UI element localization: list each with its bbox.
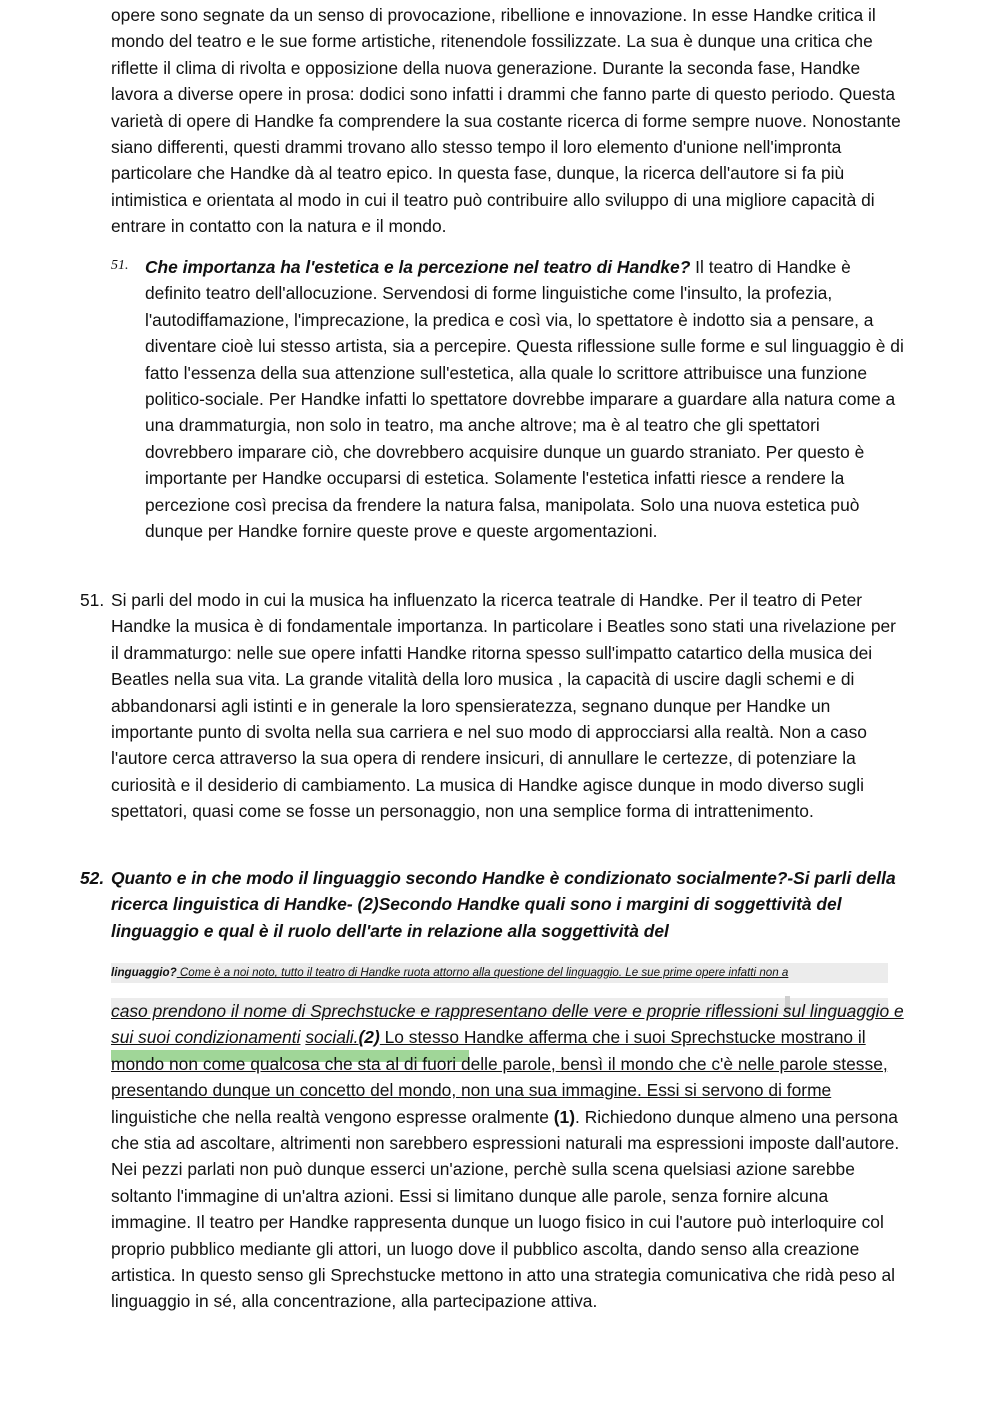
intro-paragraph: opere sono segnate da un senso di provocazione, ribellione e innovazione. In esse Handke critica il mondo del teatro e le sue forme artistiche, ritenendole fossilizzate. La sua è dunque una critica che riflette il clima di rivolta e opposizione della nuova generazione. Durante la seconda fase, Handke lavora a diverse opere in prosa: dodici sono infatti i drammi che fanno parte di questo periodo. Questa varietà di opere di Handke fa comprendere la sua costante ricerca di forme sempre nuove. Nonostante siano differenti, questi drammi trovano allo stesso tempo il loro elemento d'unione nell'impronta particolare che Handke dà al teatro epico. In questa fase, dunque, la ricerca dell'autore si fa più intimistica e orientata al modo in cui il teatro può contribuire allo sviluppo di una migliore capacità di entrare in contatto con la natura e il mondo. [111, 5, 901, 237]
list-item-music: Si parli del modo in cui la musica ha influenzato la ricerca teatrale di Handke. Per il teatro di Peter Handke la musica è di fondamentale importanza. In particolare i Beatles sono stati una rivelazione per il drammaturgo: nelle sue opere infatti Handke ritorna spesso sull'impatto catartico della musica dei Beatles nella sua vita. La grande vitalità della loro musica , la capacità di uscire dagli schemi e di abbandonarsi agli istinti e in generale la loro spensieratezza, segnano dunque per Handke un importante punto di svolta nella sua carriera e nel suo modo di approcciarsi alla realtà. Non a caso l'autore cerca attraverso la sua opera di rendere insicuri, di annullare le certezze, di potenziare la curiosità e il desiderio di cambiamento. La musica di Handke agisce dunque in modo diverso sugli spettatori, quasi come se fosse un personaggio, non una semplice forma di intrattenimento. [111, 590, 896, 822]
small-line-rest: Come è a noi noto, tutto il teatro di Handke ruota attorno alla questione del linguaggio. Le sue prime opere infatti non a [176, 966, 789, 979]
list-marker-51: 51. [80, 590, 105, 610]
underlined-italic-text: caso prendono il nome di Sprechstucke e rappresentano delle vere e proprie riflessioni sul linguaggio e sui suoi condizionamenti [111, 1001, 904, 1048]
small-pasted-line [111, 963, 888, 983]
note-marker-1: (1) [553, 1106, 576, 1127]
plain-text-oral: linguistiche che nella realtà vengono espresse oralmente [111, 1106, 554, 1127]
question-aesthetics: Che importanza ha l'estetica e la percezione nel teatro di Handke? [145, 257, 691, 277]
underlined-italic-social: sociali. [305, 1027, 359, 1048]
list-marker-51-italic: 51. [111, 258, 129, 273]
question-language: Quanto e in che modo il linguaggio secondo Handke è condizionato socialmente?-Si parli della ricerca linguistica di Handke- (2)Secondo Handke quali sono i margini di soggettività del linguaggio e qual è il ruolo dell'arte in relazione alla soggettività del [111, 868, 896, 941]
underlined-text-concept: bensì il mondo che c'è nelle parole stesse, presentando dunque un concetto del mondo, non una sua immagine. Essi si servono di forme [111, 1053, 888, 1101]
plain-text-rest: . Richiedono dunque almeno una persona che stia ad ascoltare, altrimenti non sarebbero espressioni naturali ma espressioni imposte dall'autore. Nei pezzi parlati non può dunque esserci un'azione, perchè sulla scena quelsiasi azione sarebbe soltanto l'immagine di un'altra azioni. Essi si limitano dunque alle parole, senza fornire alcuna immagine. Il teatro per Handke rappresenta dunque un luogo fisico in cui l'autore può interloquire col proprio pubblico mediante gli attori, un luogo dove il pubblico ascolta, dando senso alla creazione artistica. In questo senso gli Sprechstucke mettono in atto una strategia comunicativa che ridà peso al linguaggio in sé, alla concentrazione, alla partecipazione attiva. [111, 1106, 900, 1312]
note-marker-2: (2) [358, 1027, 380, 1048]
small-line-lead: linguaggio? [111, 966, 177, 979]
answer-aesthetics: Il teatro di Handke è definito teatro dell'allocuzione. Servendosi di forme linguistiche come l'insulto, la profezia, l'autodiffamazione, l'imprecazione, la predica e così via, lo spettatore è indotto sia a pensare, a diventare cioè lui stesso artista, sia a percepire. Questa riflessione sulle forme e sul linguaggio è di fatto l'essenza della sua attenzione sull'estetica, alla quale lo scrittore attribuisce una funzione politico-sociale. Per Handke infatti lo spettatore dovrebbe imparare a guardare alla natura come a una drammaturgia, non solo in teatro, ma anche altrove; ma è al teatro che gli spettatori dovrebbero imparare ciò, che dovrebbero acquisire dunque un guardo straniato. Per questo è importante per Handke occuparsi di estetica. Solamente l'estetica infatti riesce a rendere la percezione così precisa da frendere la natura falsa, manipolata. Solo una nuova estetica può dunque per Handke fornire queste prove e queste argomentazioni. [145, 257, 904, 542]
underlined-text-world: Lo stesso Handke afferma che i suoi Sprechstucke mostrano il mondo non come qualcosa che sta al di fuori delle parole, [111, 1027, 866, 1074]
answer-language [111, 998, 906, 1315]
list-item-aesthetics [145, 254, 910, 544]
list-marker-52: 52. [80, 868, 105, 888]
